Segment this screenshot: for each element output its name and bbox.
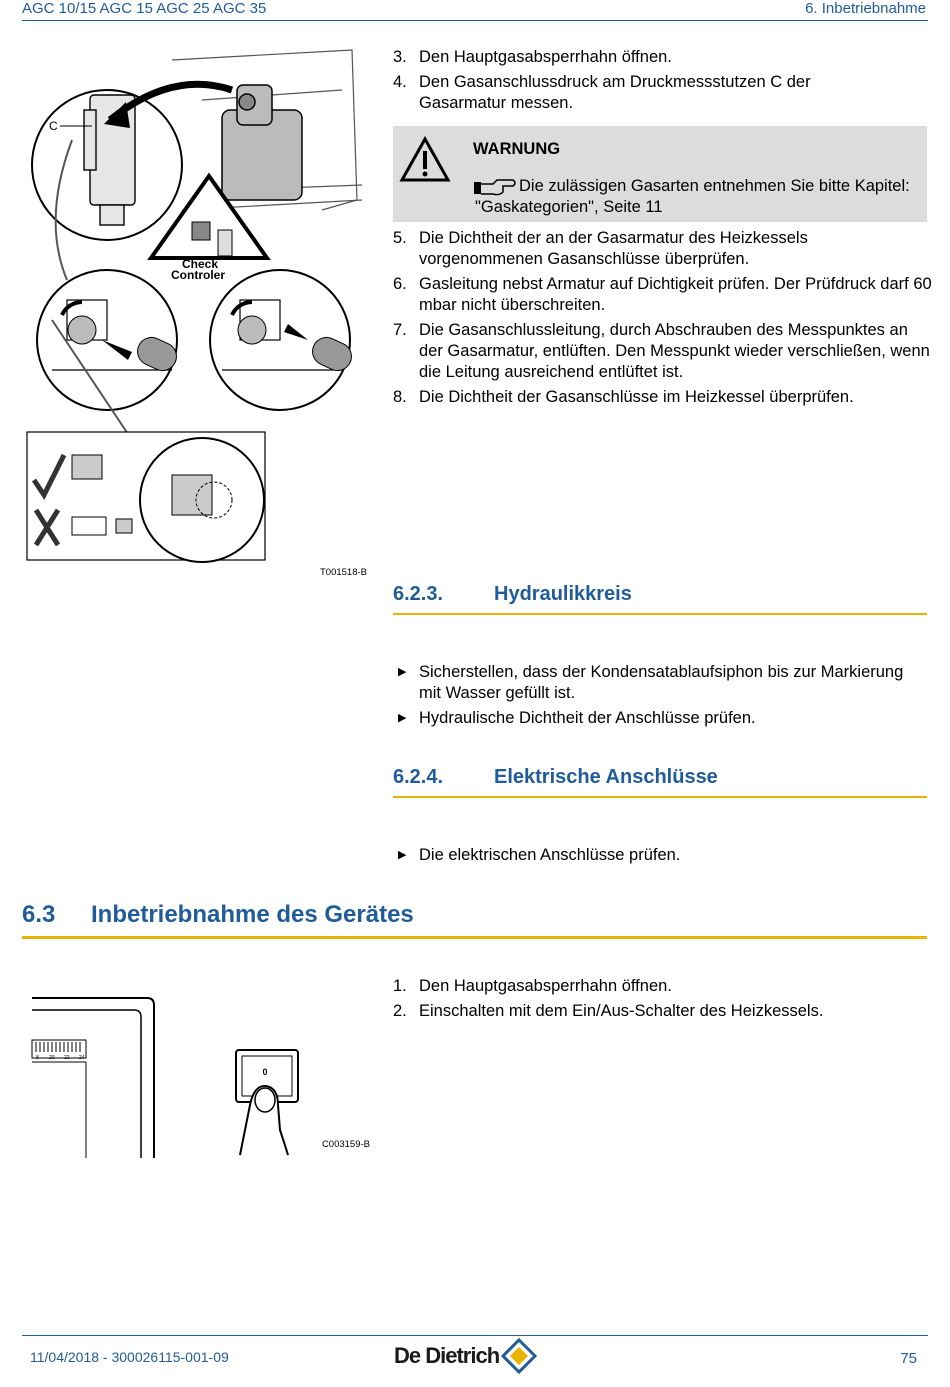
section-number-elektrisch: 6.2.4.	[393, 766, 444, 788]
warning-title: WARNUNG	[473, 140, 561, 158]
de-dietrich-logo	[394, 1338, 537, 1374]
gas-steps-b	[393, 228, 933, 412]
warning-triangle-icon	[399, 136, 451, 184]
page-number: 75	[900, 1350, 917, 1367]
scale-label: 8	[36, 1055, 39, 1061]
step-item: 2. Einschalten mit dem Ein/Aus-Schalter des Heizkessels.	[393, 1002, 824, 1020]
bullet-item: ▶ Hydraulische Dichtheit der Anschlüsse prüfen.	[398, 709, 756, 727]
hydraulik-bullets	[398, 662, 928, 733]
warning-text: Die zulässigen Gasarten entnehmen Sie bitte Kapitel: "Gaskategorien", Seite 11	[475, 177, 910, 216]
header-doc-title: AGC 10/15 AGC 15 AGC 25 AGC 35	[22, 0, 267, 17]
section-title-betrieb: Inbetriebnahme des Gerätes	[91, 901, 414, 928]
bullet-item: ▶ Die elektrischen Anschlüsse prüfen.	[398, 846, 681, 864]
section-title-elektrisch: Elektrische Anschlüsse	[494, 766, 718, 788]
footer-date-ref: 11/04/2018 - 300026115-001-09	[30, 1349, 229, 1365]
section-rule	[22, 936, 927, 939]
section-number-betrieb: 6.3	[22, 901, 56, 928]
elektrisch-bullets	[398, 845, 928, 870]
scale-label: 24	[79, 1055, 85, 1061]
figure1-caption: T001518-B	[319, 567, 367, 578]
header-chapter: 6. Inbetriebnahme	[805, 0, 926, 17]
step-item: 3. Den Hauptgasabsperrhahn öffnen.	[393, 48, 672, 66]
section-title-hydraulik: Hydraulikkreis	[494, 583, 632, 605]
step-item: 7. Die Gasanschlussleitung, durch Abschrauben des Messpunktes an der Gasarmatur, entlüften. Den Messpunkt wieder verschließen, wenn die Leitung ausreichend entlüftet ist.	[393, 321, 930, 381]
step-item: 5. Die Dichtheit der an der Gasarmatur des Heizkessels vorgenommenen Gasanschlüsse überprüfen.	[393, 229, 808, 268]
step-item: 6. Gasleitung nebst Armatur auf Dichtigkeit prüfen. Der Prüfdruck darf 60 mbar nicht überschreiten.	[393, 275, 932, 314]
boiler-switch-figure	[22, 990, 372, 1160]
step-item: 8. Die Dichtheit der Gasanschlüsse im Heizkessel überprüfen.	[393, 388, 854, 406]
label-c: C	[49, 119, 58, 133]
header-rule	[22, 20, 928, 21]
section-rule	[393, 613, 927, 615]
step-item: 4. Den Gasanschlussdruck am Druckmessstutzen C der Gasarmatur messen.	[393, 73, 811, 112]
check-label-1: Check	[181, 257, 219, 271]
gas-steps-a	[393, 47, 933, 118]
warning-box	[393, 126, 927, 222]
figure2-caption: C003159-B	[321, 1139, 370, 1150]
betrieb-steps	[393, 976, 933, 1026]
check-label-2: Controler	[171, 268, 225, 282]
bullet-arrow-icon: ▶	[398, 849, 407, 861]
section-rule	[393, 796, 927, 798]
footer-rule	[22, 1335, 928, 1336]
logo-text: De Dietrich	[394, 1343, 500, 1368]
switch-label: 0	[262, 1067, 268, 1077]
bullet-item: ▶ Sicherstellen, dass der Kondensatablaufsiphon bis zur Markierung mit Wasser gefüllt ist.	[398, 663, 904, 702]
bullet-arrow-icon: ▶	[398, 712, 407, 724]
scale-label: 20	[49, 1055, 55, 1061]
bullet-arrow-icon: ▶	[398, 666, 407, 678]
scale-label: 22	[64, 1055, 70, 1061]
section-number-hydraulik: 6.2.3.	[393, 583, 444, 605]
logo-diamond-icon	[501, 1338, 537, 1374]
step-item: 1. Den Hauptgasabsperrhahn öffnen.	[393, 977, 672, 995]
gas-valve-figure	[22, 40, 372, 580]
